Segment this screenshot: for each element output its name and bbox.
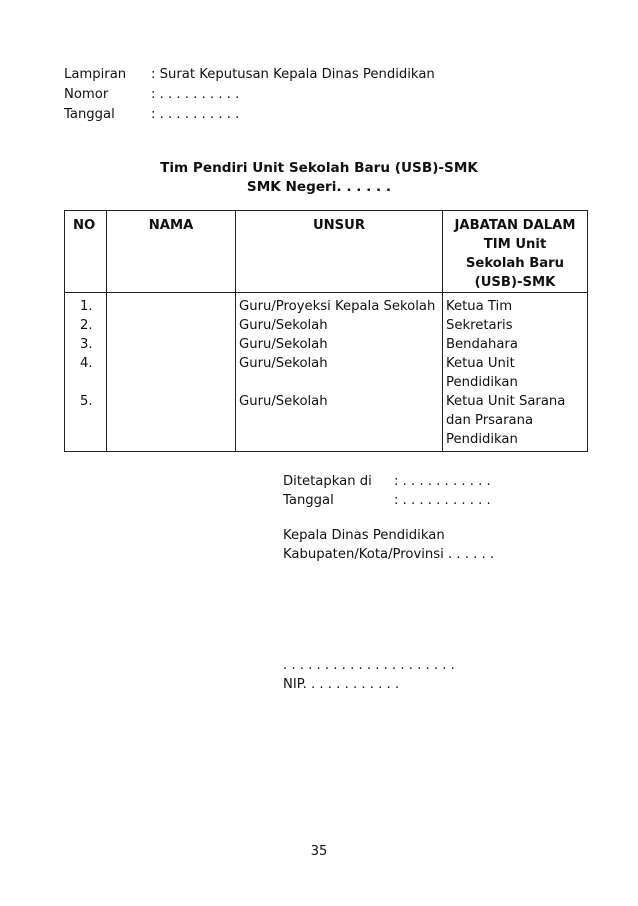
header-jabatan-line: TIM Unit xyxy=(483,237,547,252)
official-region: Kabupaten/Kota/Provinsi . . . . . . xyxy=(283,547,495,562)
jabatan-cell: Ketua Tim xyxy=(446,299,513,314)
row-number: 5. xyxy=(80,394,93,409)
unsur-cell: Guru/Sekolah xyxy=(239,318,328,333)
document-subtitle: SMK Negeri. . . . . . xyxy=(246,179,392,195)
header-jabatan-line: JABATAN DALAM xyxy=(454,218,576,233)
row-spacer xyxy=(68,373,103,392)
header-jabatan xyxy=(443,211,588,293)
table-header-row xyxy=(65,211,588,293)
header-jabatan-line: (USB)-SMK xyxy=(474,275,556,290)
jabatan-cell: Ketua Unit Sarana xyxy=(446,394,566,409)
usb-team-table xyxy=(64,210,588,452)
jabatan-column xyxy=(443,293,588,452)
jabatan-cell: Pendidikan xyxy=(446,432,518,447)
header-unsur: UNSUR xyxy=(236,211,443,293)
jabatan-cell: Bendahara xyxy=(446,337,518,352)
row-number: 4. xyxy=(80,356,93,371)
lampiran-value: : Surat Keputusan Kepala Dinas Pendidikan xyxy=(151,67,435,82)
unsur-cell: Guru/Sekolah xyxy=(239,394,328,409)
jabatan-cell: dan Prsarana xyxy=(446,413,534,428)
unsur-cell: Guru/Sekolah xyxy=(239,337,328,352)
row-number: 2. xyxy=(80,318,93,333)
unsur-cell: Guru/Proyeksi Kepala Sekolah xyxy=(239,299,436,314)
unsur-cell: Guru/Sekolah xyxy=(239,356,328,371)
ditetapkan-value: : . . . . . . . . . . . xyxy=(394,474,491,489)
jabatan-cell: Pendidikan xyxy=(446,375,518,390)
signature-tanggal-label: Tanggal xyxy=(283,493,334,508)
signature-name-line: . . . . . . . . . . . . . . . . . . . . . xyxy=(283,658,455,673)
table-body-row xyxy=(65,293,588,452)
nomor-value: : . . . . . . . . . . xyxy=(151,87,240,102)
jabatan-cell: Ketua Unit xyxy=(446,356,515,371)
header-nama: NAMA xyxy=(107,211,236,293)
unsur-column xyxy=(236,293,443,452)
tanggal-label: Tanggal xyxy=(64,107,115,122)
header-no: NO xyxy=(65,211,107,293)
row-number: 3. xyxy=(80,337,93,352)
nip-line: NIP. . . . . . . . . . . . xyxy=(283,677,400,692)
row-spacer xyxy=(239,373,439,392)
tanggal-value: : . . . . . . . . . . xyxy=(151,107,240,122)
row-number: 1. xyxy=(80,299,93,314)
nama-column xyxy=(107,293,236,452)
lampiran-label: Lampiran xyxy=(64,67,127,82)
jabatan-cell: Sekretaris xyxy=(446,318,513,333)
page-number: 35 xyxy=(310,844,328,859)
ditetapkan-label: Ditetapkan di xyxy=(283,474,372,489)
document-title: Tim Pendiri Unit Sekolah Baru (USB)-SMK xyxy=(160,160,478,176)
official-title: Kepala Dinas Pendidikan xyxy=(283,528,445,543)
nomor-label: Nomor xyxy=(64,87,109,102)
header-jabatan-line: Sekolah Baru xyxy=(465,256,565,271)
signature-tanggal-value: : . . . . . . . . . . . xyxy=(394,493,491,508)
no-column xyxy=(65,293,107,452)
